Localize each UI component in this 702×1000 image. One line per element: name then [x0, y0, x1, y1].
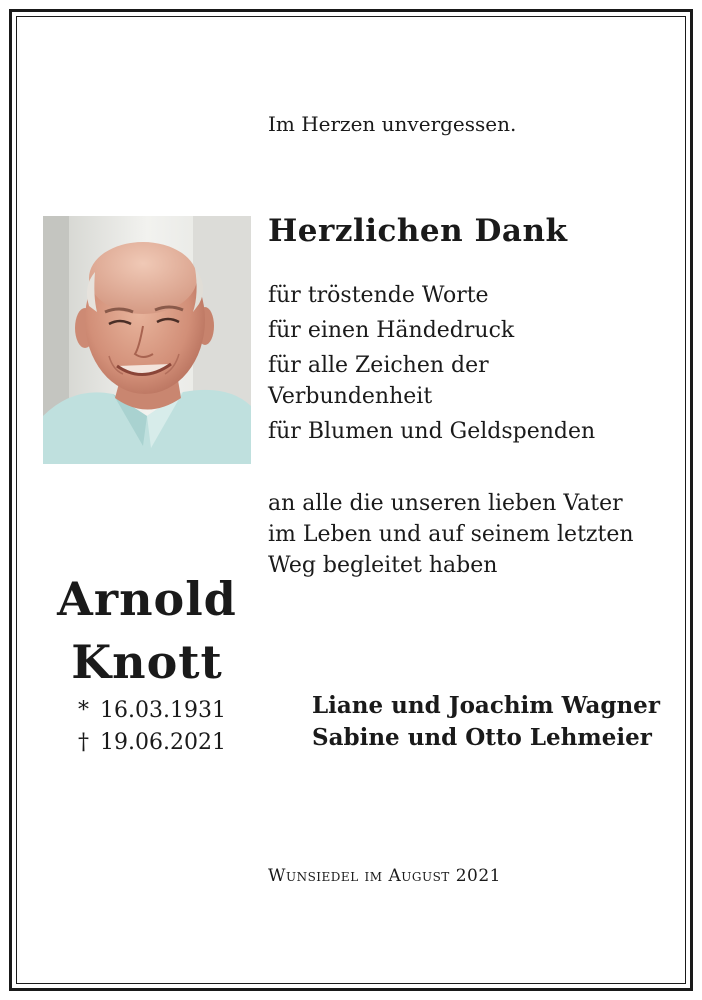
death-symbol: †: [78, 730, 89, 755]
signers: [312, 690, 660, 754]
heading-thanks: Herzlichen Dank: [268, 213, 568, 249]
deceased-first-name: Arnold: [57, 572, 237, 626]
motto: Im Herzen unvergessen.: [268, 112, 517, 136]
thanks-line: für alle Zeichen der: [268, 353, 489, 378]
portrait-photo: [43, 216, 251, 464]
paragraph-line: im Leben und auf seinem letzten: [268, 522, 634, 547]
birth-date: 16.03.1931: [100, 698, 226, 723]
thanks-line: für Blumen und Geldspenden: [268, 419, 596, 444]
place-date: Wunsiedel im August 2021: [268, 866, 501, 886]
deceased-last-name: Knott: [71, 635, 223, 689]
birth-symbol: *: [78, 698, 89, 723]
birth-row: [78, 695, 226, 727]
thanks-line: Verbundenheit: [268, 384, 433, 409]
life-dates: [78, 695, 226, 759]
death-date: 19.06.2021: [100, 730, 226, 755]
paragraph-line: Weg begleitet haben: [268, 553, 498, 578]
paragraph-line: an alle die unseren lieben Vater: [268, 491, 623, 516]
death-row: [78, 727, 226, 759]
thanks-line: für einen Händedruck: [268, 318, 515, 343]
dedication-paragraph: [268, 488, 634, 581]
thanks-line: für tröstende Worte: [268, 283, 489, 308]
signer-line: Liane und Joachim Wagner: [312, 692, 660, 719]
portrait-illustration: [43, 216, 251, 464]
thanks-list: [268, 280, 595, 447]
signer-line: Sabine und Otto Lehmeier: [312, 724, 652, 751]
